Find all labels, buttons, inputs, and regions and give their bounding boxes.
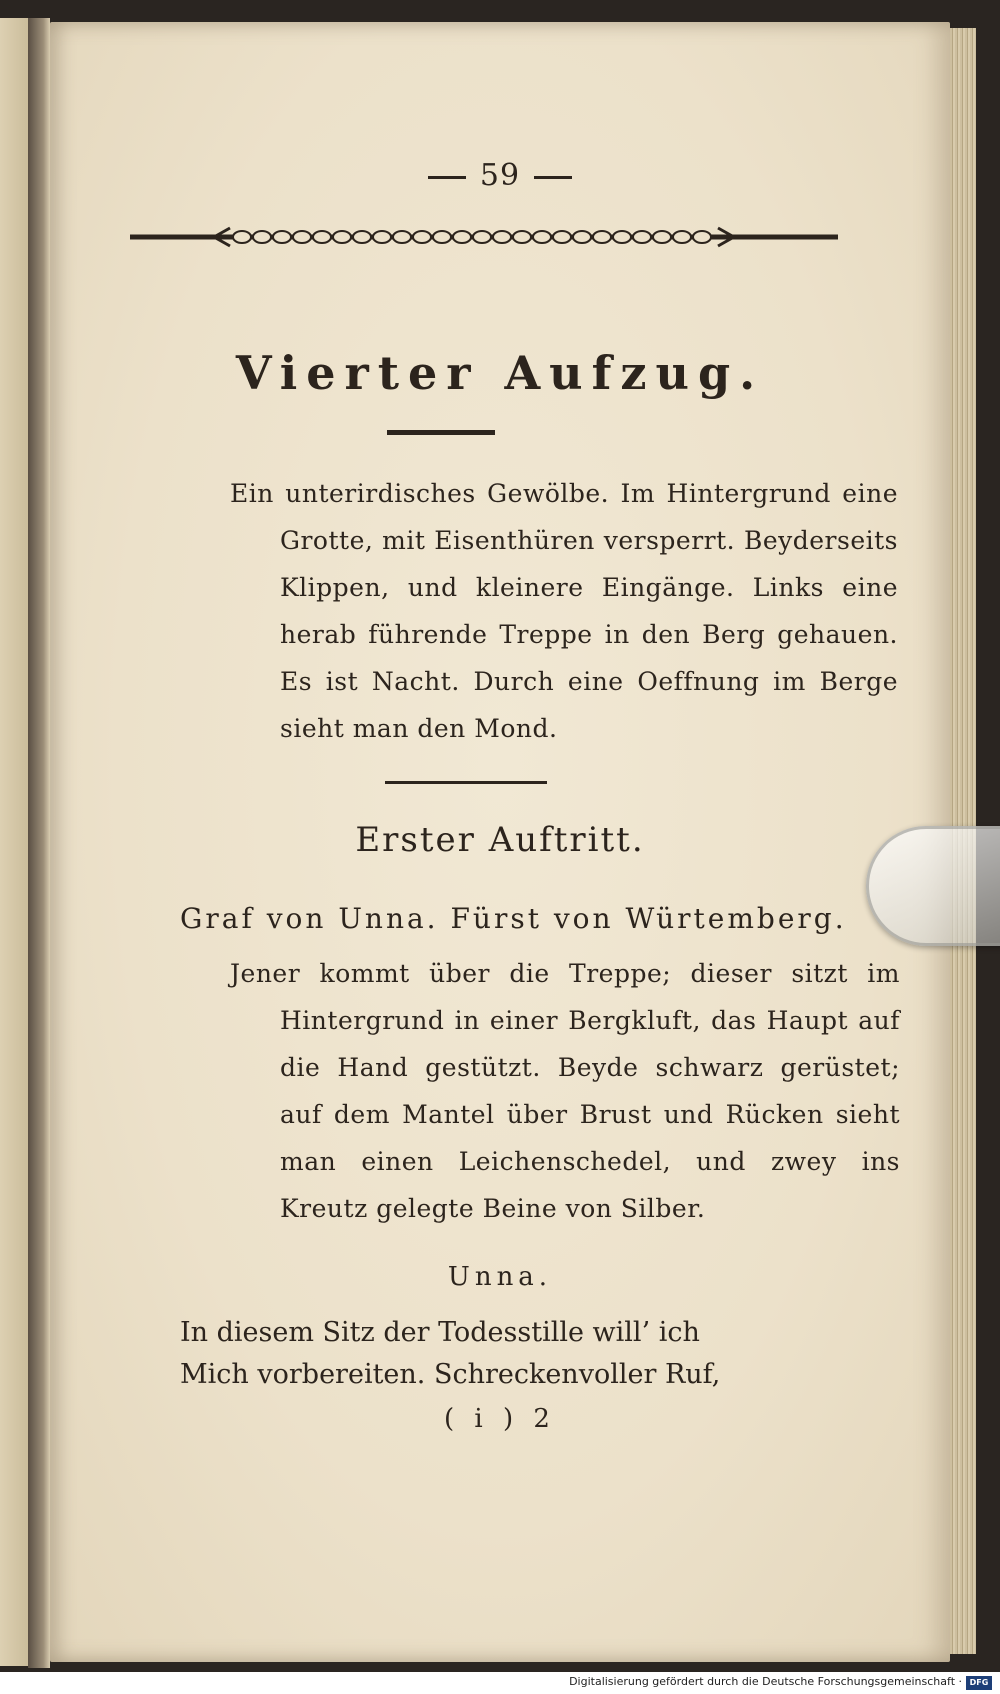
page-header [50, 158, 950, 193]
scene-title: Erster Auftritt. [355, 820, 645, 860]
verse-line: Mich vorbereiten. Schreckenvoller Ruf, [180, 1359, 721, 1390]
footer-bar [0, 1672, 1000, 1694]
ornament-rule [130, 224, 838, 250]
left-page-edge [0, 18, 28, 1666]
verse-line: In diesem Sitz der Todesstille will’ ich [180, 1317, 700, 1348]
act-title: Vierter Aufzug. [235, 346, 765, 400]
verse [180, 1312, 720, 1396]
act-title-rule [387, 430, 495, 435]
page-number: 59 [479, 158, 521, 193]
header-dash-right [534, 176, 572, 179]
book-gutter [28, 18, 50, 1668]
page-clip [866, 826, 1000, 946]
header-dash-left [428, 176, 466, 179]
stage-direction: Ein unterirdisches Gewölbe. Im Hintergrund eine Grotte, mit Eisenthüren versperrt. Beyderseits Klippen, und kleinere Eingänge. Links eine herab führende Treppe in den Berg gehauen. Es ist Nacht. Durch eine Oeffnung im Berge sieht man den Mond. [230, 479, 898, 743]
book-page [50, 22, 950, 1662]
footer-credit: Digitalisierung gefördert durch die Deutsche Forschungsgemeinschaft · [569, 1675, 962, 1688]
scene-direction: Jener kommt über die Treppe; dieser sitzt im Hintergrund in einer Bergkluft, das Haupt auf die Hand gestützt. Beyde schwarz gerüstet; auf dem Mantel über Brust und Rücken sieht man einen Leichenschedel, und zwey ins Kreutz gelegte Beine von Silber. [230, 959, 900, 1223]
scene-rule [385, 781, 547, 784]
signature-mark: ( i ) 2 [444, 1404, 556, 1434]
character-list: Graf von Unna. Fürst von Würtemberg. [180, 902, 847, 935]
dfg-logo: DFG [966, 1676, 992, 1690]
speaker-name: Unna. [447, 1262, 553, 1292]
